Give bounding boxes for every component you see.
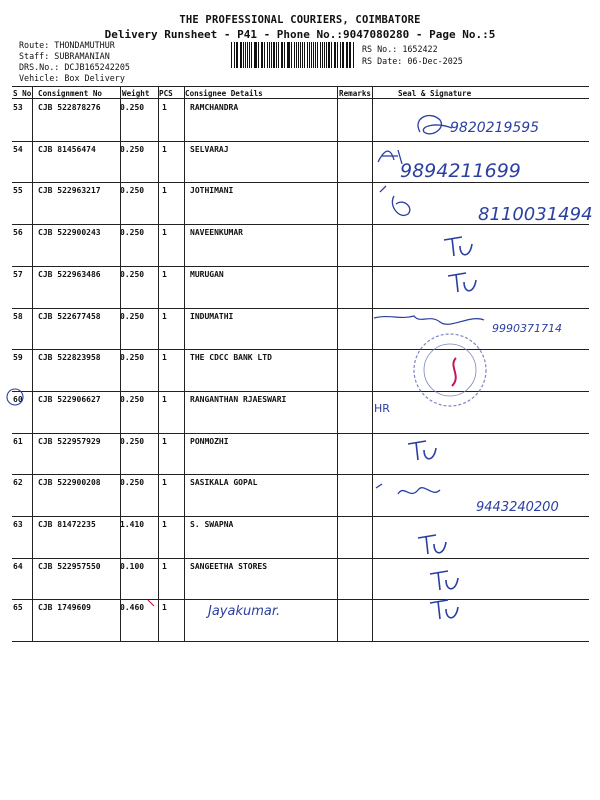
barcode-bar	[335, 42, 336, 68]
row-weight: 0.250	[120, 478, 145, 487]
barcode-bar	[307, 42, 309, 68]
row-weight: 0.250	[120, 353, 145, 362]
row-sno: 62	[13, 478, 23, 487]
row-sno: 56	[13, 228, 23, 237]
row-sno: 65	[13, 603, 23, 612]
barcode-bar	[282, 42, 283, 68]
row-pcs: 1	[162, 186, 167, 195]
row-consignment-no: CJB 1749609	[38, 603, 91, 612]
row-consignee: S. SWAPNA	[190, 520, 234, 529]
barcode-bar	[353, 42, 354, 68]
barcode-bar	[255, 42, 257, 68]
barcode-bar	[269, 42, 270, 68]
barcode-bar	[249, 42, 250, 68]
row-weight: 0.100	[120, 562, 145, 571]
handwritten-phone: 8110031494	[478, 204, 593, 225]
rs-date: RS Date: 06-Dec-2025	[362, 56, 463, 66]
row-divider	[12, 516, 589, 517]
row-pcs: 1	[162, 562, 167, 571]
col-header-sno: S No	[13, 89, 32, 98]
row-sno: 61	[13, 437, 23, 446]
barcode-bar	[322, 42, 323, 68]
handwritten-phone: 9443240200	[476, 500, 559, 515]
barcode-bar	[315, 42, 316, 68]
row-divider	[12, 558, 589, 559]
barcode-bar	[296, 42, 297, 68]
barcode-bar	[350, 42, 351, 68]
header-divider	[12, 98, 589, 99]
row-sno: 58	[13, 312, 23, 321]
row-weight: 0.250	[120, 437, 145, 446]
barcode-bar	[309, 42, 310, 68]
row-consignee: SELVARAJ	[190, 145, 229, 154]
barcode-bar	[281, 42, 282, 68]
row-consignment-no: CJB 522906627	[38, 395, 101, 404]
barcode-bar	[247, 42, 248, 68]
row-pcs: 1	[162, 228, 167, 237]
row-weight: 0.250	[120, 228, 145, 237]
row-consignment-no: CJB 522878276	[38, 103, 101, 112]
col-header-weight: Weight	[122, 89, 150, 98]
row-divider	[12, 141, 589, 142]
col-header-remarks: Remarks	[339, 89, 372, 98]
row-consignee: RAMCHANDRA	[190, 103, 239, 112]
barcode-bar	[262, 42, 263, 68]
barcode-bar	[234, 42, 235, 68]
row-consignee: JOTHIMANI	[190, 186, 234, 195]
row-sno: 57	[13, 270, 23, 279]
row-weight: 1.410	[120, 520, 145, 529]
row-pcs: 1	[162, 312, 167, 321]
barcode-bar	[342, 42, 343, 68]
row-consignee: Jayakumar.	[208, 604, 281, 619]
barcode-bar	[284, 42, 285, 68]
row-divider	[12, 391, 589, 392]
barcode-bar	[276, 42, 277, 68]
handwritten-phone: 9990371714	[492, 322, 562, 335]
barcode-bar	[291, 42, 292, 68]
row-consignment-no: CJB 81472235	[38, 520, 96, 529]
route-label: Route: THONDAMUTHUR	[19, 40, 115, 50]
barcode-bar	[261, 42, 262, 68]
company-title: THE PROFESSIONAL COURIERS, COIMBATORE	[179, 14, 421, 26]
barcode-bar	[346, 42, 348, 68]
row-consignee: SANGEETHA STORES	[190, 562, 268, 571]
row-consignment-no: CJB 522963486	[38, 270, 101, 279]
barcode-bar	[340, 42, 341, 68]
barcode-bar	[337, 42, 338, 68]
barcode-bar	[328, 42, 330, 68]
row-divider	[12, 182, 589, 183]
row-divider	[12, 474, 589, 475]
row-pcs: 1	[162, 353, 167, 362]
row-divider	[12, 599, 589, 600]
barcode-bar	[313, 42, 314, 68]
row-weight: 0.250	[120, 186, 145, 195]
barcode-bar	[278, 42, 279, 68]
row-pcs: 1	[162, 437, 167, 446]
row-divider	[12, 266, 589, 267]
barcode-bar	[304, 42, 305, 68]
barcode-bar	[311, 42, 312, 68]
row-weight: 0.460	[120, 603, 145, 612]
barcode-bar	[251, 42, 252, 68]
barcode-bar	[288, 42, 290, 68]
row-pcs: 1	[162, 145, 167, 154]
row-consignee: NAVEENKUMAR	[190, 228, 243, 237]
row-divider	[12, 308, 589, 309]
row-consignment-no: CJB 522957929	[38, 437, 101, 446]
barcode-bar	[317, 42, 318, 68]
handwritten-note: HR	[374, 402, 390, 415]
row-consignment-no: CJB 522823958	[38, 353, 101, 362]
row-consignee: SASIKALA GOPAL	[190, 478, 258, 487]
row-pcs: 1	[162, 270, 167, 279]
row-sno: 64	[13, 562, 23, 571]
barcode-bar	[254, 42, 255, 68]
row-consignment-no: CJB 522900243	[38, 228, 101, 237]
row-sno: 55	[13, 186, 23, 195]
barcode-bar	[287, 42, 288, 68]
drs-label: DRS.No.: DCJB165242205	[19, 62, 130, 72]
row-pcs: 1	[162, 395, 167, 404]
row-sno: 63	[13, 520, 23, 529]
barcode-bar	[231, 42, 232, 68]
vehicle-label: Vehicle: Box Delivery	[19, 73, 125, 83]
row-weight: 0.250	[120, 270, 145, 279]
row-sno: 60	[13, 395, 23, 404]
rs-number: RS No.: 1652422	[362, 44, 438, 54]
row-pcs: 1	[162, 103, 167, 112]
row-consignee: THE CDCC BANK LTD	[190, 353, 272, 362]
handwritten-phone: 9894211699	[400, 160, 521, 182]
barcode-bar	[343, 42, 344, 68]
rs-info	[362, 43, 463, 67]
barcode-bar	[271, 42, 272, 68]
barcode-bar	[267, 42, 268, 68]
row-weight: 0.250	[120, 312, 145, 321]
barcode-bar	[258, 42, 259, 68]
row-divider	[12, 433, 589, 434]
row-pcs: 1	[162, 478, 167, 487]
barcode-bar	[264, 42, 265, 68]
row-sno: 59	[13, 353, 23, 362]
barcode-bar	[273, 42, 275, 68]
row-sno: 53	[13, 103, 23, 112]
barcode-bar	[294, 42, 295, 68]
barcode-bar	[302, 42, 303, 68]
row-pcs: 1	[162, 603, 167, 612]
staff-label: Staff: SUBRAMANIAN	[19, 51, 110, 61]
barcode-bar	[237, 42, 238, 68]
barcode-bar	[331, 42, 332, 68]
row-consignee: RANGANTHAN RJAESWARI	[190, 395, 287, 404]
col-header-signature: Seal & Signature	[398, 89, 472, 98]
row-weight: 0.250	[120, 395, 145, 404]
row-pcs: 1	[162, 520, 167, 529]
barcode	[231, 42, 355, 68]
barcode-bar	[324, 42, 325, 68]
row-consignee: PONMOZHI	[190, 437, 229, 446]
row-weight: 0.250	[120, 103, 145, 112]
barcode-bar	[245, 42, 246, 68]
row-consignment-no: CJB 522963217	[38, 186, 101, 195]
barcode-bar	[240, 42, 242, 68]
barcode-bar	[298, 42, 299, 68]
barcode-bar	[349, 42, 350, 68]
barcode-bar	[243, 42, 244, 68]
barcode-bar	[326, 42, 327, 68]
row-weight: 0.250	[120, 145, 145, 154]
barcode-bar	[320, 42, 321, 68]
row-consignee: MURUGAN	[190, 270, 224, 279]
col-header-pcs: PCS	[159, 89, 173, 98]
row-sno: 54	[13, 145, 23, 154]
row-divider	[12, 349, 589, 350]
col-header-consignee: Consignee Details	[185, 89, 263, 98]
row-consignment-no: CJB 522900208	[38, 478, 101, 487]
barcode-bar	[334, 42, 335, 68]
barcode-bar	[236, 42, 237, 68]
barcode-bar	[300, 42, 301, 68]
row-consignment-no: CJB 522677458	[38, 312, 101, 321]
col-header-consignment: Consignment No	[38, 89, 103, 98]
handwritten-phone: 9820219595	[450, 120, 540, 136]
row-consignee: INDUMATHI	[190, 312, 234, 321]
row-consignment-no: CJB 522957550	[38, 562, 101, 571]
runsheet-subtitle: Delivery Runsheet - P41 - Phone No.:9047080280 - Page No.:5	[104, 28, 496, 41]
row-consignment-no: CJB 81456474	[38, 145, 96, 154]
